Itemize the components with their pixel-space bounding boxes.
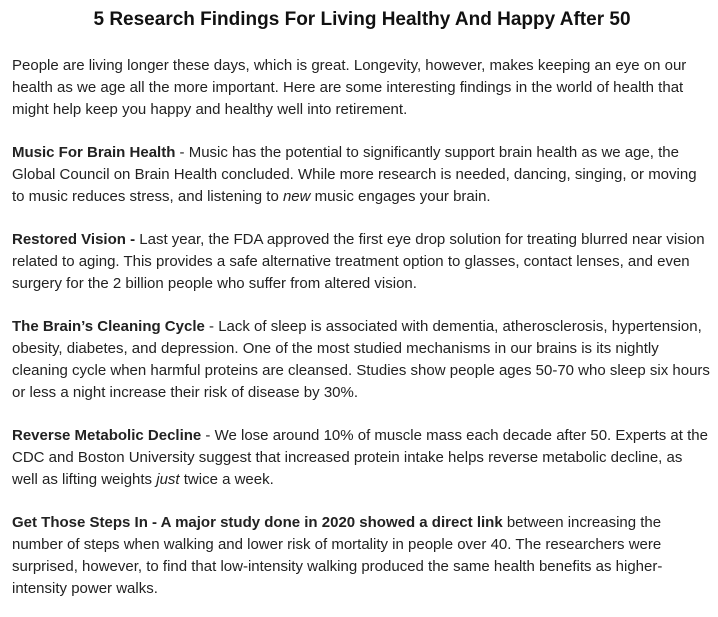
section-text: Last year, the FDA approved the first eye drop solution for treating blurred near vision related to aging. This provides a safe alternative treatment option to glasses, contact lenses, and even surgery for the 2 billion people who suffer from altered vision. bbox=[12, 231, 705, 292]
section-separator: - bbox=[201, 427, 215, 444]
section-text: We lose around 10% of muscle mass each decade after 50. Experts at the CDC and Boston University suggest that increased protein intake helps reverse metabolic decline, as well as lifting weights bbox=[12, 427, 708, 488]
section-heading: Restored Vision - bbox=[12, 231, 136, 248]
section-text: Music has the potential to significantly support brain health as we age, the Global Council on Brain Health concluded. While more research is needed, dancing, singing, or moving to music reduces stress, and listening to bbox=[12, 144, 697, 205]
section-heading: Music For Brain Health bbox=[12, 144, 176, 161]
section-heading: The Brain’s Cleaning Cycle bbox=[12, 318, 205, 335]
section-music-brain-health bbox=[12, 142, 712, 208]
page-title: 5 Research Findings For Living Healthy And Happy After 50 bbox=[93, 9, 631, 30]
section-text: music engages your brain. bbox=[310, 188, 491, 205]
section-heading: Get Those Steps In - A major study done in 2020 showed a direct link bbox=[12, 514, 503, 531]
section-text: Lack of sleep is associated with dementia, atherosclerosis, hypertension, obesity, diabetes, and depression. One of the most studied mechanisms in our brains is its nightly cleaning cycle when harmful proteins are cleansed. Studies show people ages 50-70 who sleep six hours or less a night increase their risk of disease by 30%. bbox=[12, 318, 710, 401]
section-text: twice a week. bbox=[179, 471, 274, 488]
section-separator: - bbox=[204, 318, 219, 335]
section-emphasis: new bbox=[282, 188, 311, 205]
section-reverse-metabolic-decline bbox=[12, 425, 712, 491]
section-get-those-steps-in bbox=[12, 512, 712, 600]
section-separator: - bbox=[175, 144, 189, 161]
section-emphasis: just bbox=[156, 471, 180, 488]
section-heading: Reverse Metabolic Decline bbox=[12, 427, 202, 444]
intro-paragraph: People are living longer these days, which is great. Longevity, however, makes keeping an eye on our health as we age all the more important. Here are some interesting findings in the world of health that might help keep you happy and healthy well into retirement. bbox=[12, 57, 687, 118]
section-restored-vision bbox=[12, 229, 712, 295]
section-text: between increasing the number of steps when walking and lower risk of mortality in people over 40. The researchers were surprised, however, to find that low-intensity walking produced the same health benefits as higher-intensity power walks. bbox=[12, 514, 663, 597]
section-brain-cleaning-cycle bbox=[12, 316, 712, 404]
